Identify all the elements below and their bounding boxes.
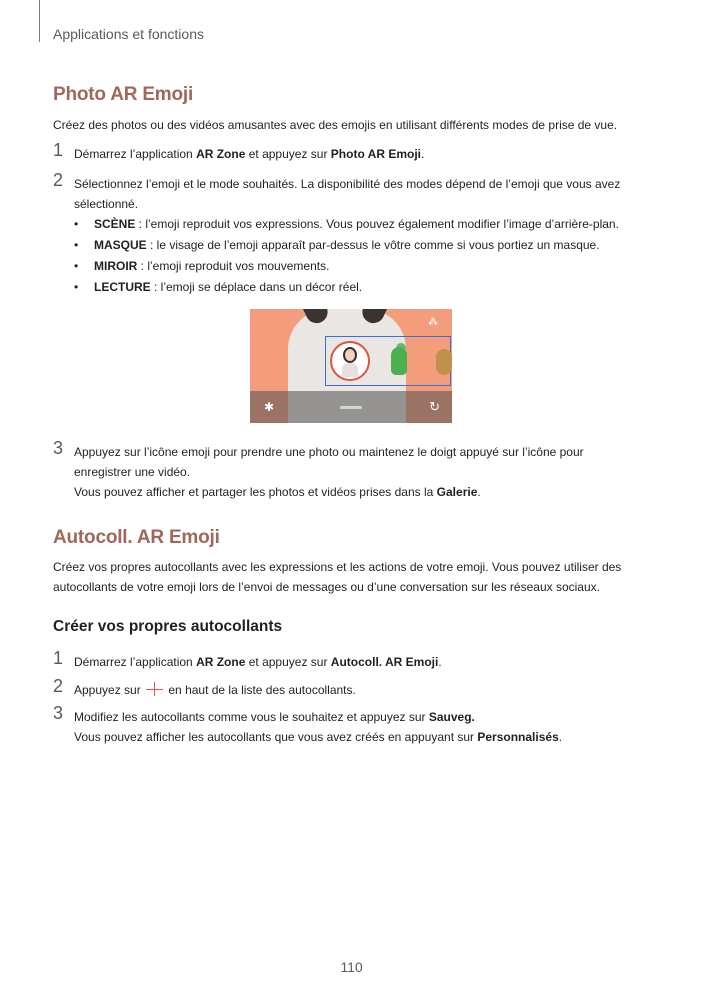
section-intro: Créez des photos ou des vidéos amusantes avec des emojis en utilisant différents modes de prise de vue. [53, 118, 618, 132]
step-text: Modifiez les autocollants comme vous le souhaitez et appuyez sur Sauveg. Vous pouvez afficher les autocollants que vous avez créés en appuyant sur Personnalisés. [74, 710, 563, 744]
page-number: 110 [340, 959, 363, 975]
step-text: Démarrez l’application AR Zone et appuyez sur Photo AR Emoji. [74, 147, 425, 161]
step-number: 2 [53, 676, 64, 696]
header-rule [39, 0, 40, 42]
mode-indicator [340, 406, 362, 409]
switch-camera-icon[interactable]: ↻ [429, 399, 440, 414]
section-intro: Créez vos propres autocollants avec les expressions et les actions de votre emoji. Vous pouvez utiliser des autocollants de votre emoji lors de l’envoi de messages ou d’une conversation sur les réseaux sociaux. [53, 560, 622, 594]
ar-emoji-camera-screenshot [250, 309, 452, 423]
step-number: 1 [53, 648, 64, 668]
step-number: 2 [53, 170, 64, 190]
section-title-photo-ar-emoji: Photo AR Emoji [53, 84, 194, 105]
step-text: Appuyez sur l’icône emoji pour prendre une photo ou maintenez le doigt appuyé sur l’icône pour enregistrer une vidéo. Vous pouvez afficher et partager les photos et vidéos prises dans la Galerie. [74, 445, 584, 499]
step-number: 1 [53, 140, 64, 160]
effects-icon[interactable]: ⁂ [428, 317, 438, 328]
subsection-title: Créer vos propres autocollants [53, 618, 283, 635]
bear-emoji-icon[interactable] [436, 349, 452, 375]
section-title-autocoll-ar-emoji: Autocoll. AR Emoji [53, 527, 220, 548]
plus-icon [146, 683, 163, 696]
step-text: Appuyez sur en haut de la liste des autocollants. [74, 683, 356, 697]
step-number: 3 [53, 438, 64, 458]
emoji-avatar-icon [343, 347, 357, 363]
step-text: Sélectionnez l’emoji et le mode souhaités. La disponibilité des modes dépend de l’emoji que vous avez sélectionné. [74, 177, 621, 211]
running-header: Applications et fonctions [53, 26, 204, 42]
step-number: 3 [53, 703, 64, 723]
flash-icon[interactable]: ✱ [264, 400, 275, 414]
dinosaur-emoji-icon[interactable] [391, 347, 407, 375]
step-text: Démarrez l’application AR Zone et appuyez sur Autocoll. AR Emoji. [74, 655, 442, 669]
